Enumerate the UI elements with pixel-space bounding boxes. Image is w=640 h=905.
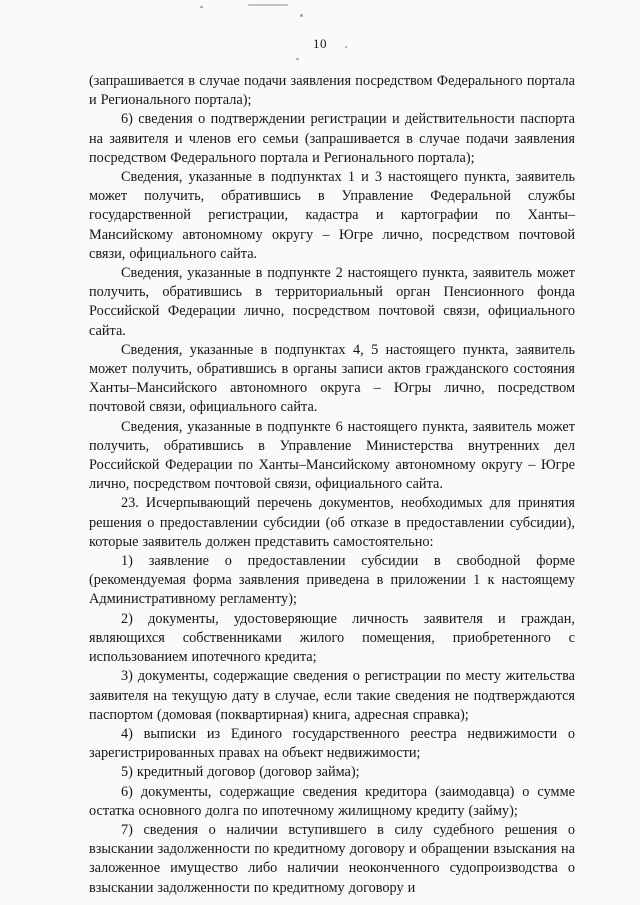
scan-speck xyxy=(200,6,203,8)
scan-speck xyxy=(300,14,303,17)
paragraph: 3) документы, содержащие сведения о регистрации по месту жительства заявителя на текущую дату в случае, если такие сведения не подтверждаются паспортом (домовая (поквартирная) книга, адресная справка); xyxy=(89,668,575,723)
scan-smudge xyxy=(248,4,288,6)
page-number: 10 xyxy=(313,36,327,51)
paragraph: 1) заявление о предоставлении субсидии в свободной форме (рекомендуемая форма заявления приведена в приложении 1 к настоящему Административному регламенту); xyxy=(89,553,575,608)
paragraph: Сведения, указанные в подпункте 2 настоящего пункта, заявитель может получить, обратившись в территориальный орган Пенсионного фонда Российской Федерации лично, посредством почтовой связи, официального сайта. xyxy=(89,265,575,339)
scan-speck xyxy=(296,58,299,60)
paragraph: 2) документы, удостоверяющие личность заявителя и граждан, являющихся собственниками жилого помещения, приобретенного с использованием ипотечного кредита; xyxy=(89,610,575,666)
paragraph: Сведения, указанные в подпунктах 1 и 3 настоящего пункта, заявитель может получить, обратившись в Управление Федеральной службы государственной регистрации, кадастра и картографии по Ханты–Мансийскому автономному округу – Югре лично, посредством почтовой связи, официального сайта. xyxy=(89,169,575,262)
paragraph: (запрашивается в случае подачи заявления посредством Федерального портала и Регионального портала); xyxy=(89,73,575,109)
paragraph: 4) выписки из Единого государственного реестра недвижимости о зарегистрированных правах на объект недвижимости; xyxy=(89,725,575,762)
paragraph: 7) сведения о наличии вступившего в силу судебного решения о взыскании задолженности по кредитному договору и обращении взыскания на заложенное имущество либо наличии неоконченного судопроизводства о взыскании задолженности по кредитному договору и xyxy=(89,821,575,896)
paragraph: 6) сведения о подтверждении регистрации и действительности паспорта на заявителя и членов его семьи (запрашивается в случае подачи заявления посредством Федерального портала и Регионального портала); xyxy=(89,111,575,166)
paragraph: 23. Исчерпывающий перечень документов, необходимых для принятия решения о предоставлении субсидии (об отказе в предоставлении субсидии), которые заявитель должен представить самостоятельно: xyxy=(89,495,575,550)
paragraph: Сведения, указанные в подпунктах 4, 5 настоящего пункта, заявитель может получить, обратившись в органы записи актов гражданского состояния Ханты–Мансийского автономного округа – Югры лично, посредством почтовой связи, официального сайта. xyxy=(89,341,575,416)
document-body xyxy=(89,72,575,898)
paragraph: Сведения, указанные в подпункте 6 настоящего пункта, заявитель может получить, обратившись в Управление Министерства внутренних дел Российской Федерации по Ханты–Мансийскому автономному округу – Югре лично, посредством почтовой связи, официального сайта. xyxy=(89,418,575,493)
paragraph: 6) документы, содержащие сведения кредитора (заимодавца) о сумме остатка основного долга по ипотечному жилищному кредиту (займу); xyxy=(89,783,575,819)
paragraph: 5) кредитный договор (договор займа); xyxy=(121,764,360,781)
